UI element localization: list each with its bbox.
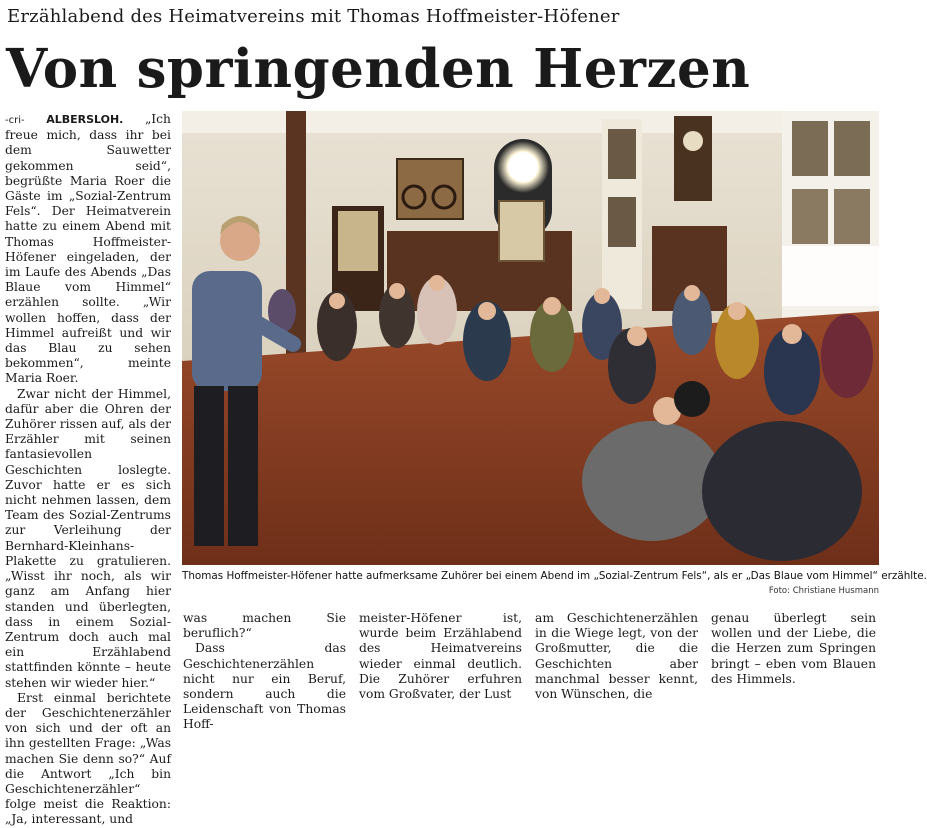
storyteller-audience-photo: [182, 111, 879, 565]
col4-text: am Geschichtenerzählen in die Wiege legt, von der Großmutter, die die Geschichten aber manchmal besser kennt, von Wünschen, die: [535, 611, 698, 702]
article-column-2: [183, 611, 346, 732]
col3-text: meister-Höfener ist, wurde beim Erzählabend des Heimatvereins wieder einmal deutlich. Die Zuhörer erfuhren vom Großvater, der Lust: [359, 611, 522, 702]
col2-continuation: was machen Sie beruflich?“: [183, 611, 346, 641]
event-photo: [182, 111, 879, 565]
photo-credit: Foto: Christiane Husmann: [768, 586, 879, 596]
article-kicker: Erzählabend des Heimatvereins mit Thomas Hoffmeister-Höfener: [7, 6, 620, 27]
article-column-1: [5, 112, 171, 828]
article-paragraph-3: Erst einmal berichtete der Geschichtenerzähler von sich und der oft an ihn gestellten Frage: „Was machen Sie denn so?“ Auf die Antwort „Ich bin Geschichtenerzähler“ folge meist die Reaktion: „Ja, interessant, und: [5, 690, 171, 827]
lead-text: „Ich freue mich, dass ihr bei dem Sauwetter gekommen seid“, begrüßte Maria Roer die Gäste im „Sozial-Zentrum Fels“. Der Heimatverein hatte zu einem Abend mit Thomas Hoffmeister-Höfener eingeladen, der im Laufe des Abends „Das Blaue vom Himmel“ erzählen sollte. „Wir wollen hoffen, dass der Himmel aufreißt und wir das Blau zu sehen bekommen“, meinte Maria Roer.: [5, 112, 171, 386]
article-column-3: [359, 611, 522, 702]
author-tag: -cri-: [5, 115, 25, 126]
article-headline: Von springenden Herzen: [6, 38, 751, 100]
dateline: ALBERSLOH.: [46, 113, 124, 126]
col5-text: genau überlegt sein wollen und der Liebe, die die Herzen zum Springen bringt – eben vom Blauen des Himmels.: [711, 611, 876, 686]
article-paragraph-2: Zwar nicht der Himmel, dafür aber die Ohren der Zuhörer rissen auf, als der Erzähler mit seinen fantasievollen Geschichten loslegte. Zuvor hatte er es sich nicht nehmen lassen, dem Team des Sozial-Zentrums zur Verleihung der Bernhard-Kleinhans-Plakette zu gratulieren. „Wisst ihr noch, als wir ganz am Anfang hier standen und überlegten, dass in einem Sozial-Zentrum doch auch mal ein Erzählabend stattfinden könnte – heute stehen wir wieder hier.“: [5, 386, 171, 690]
col2-paragraph: Dass das Geschichtenerzählen nicht nur ein Beruf, sondern auch die Leidenschaft von Thomas Hoff-: [183, 641, 346, 732]
article-lead-paragraph: [5, 112, 171, 387]
article-column-5: [711, 611, 876, 693]
photo-caption: Thomas Hoffmeister-Höfener hatte aufmerksame Zuhörer bei einem Abend im „Sozial-Zentrum Fels“, als er „Das Blaue vom Himmel“ erzählte.: [182, 570, 927, 582]
article-column-4: [535, 611, 698, 702]
